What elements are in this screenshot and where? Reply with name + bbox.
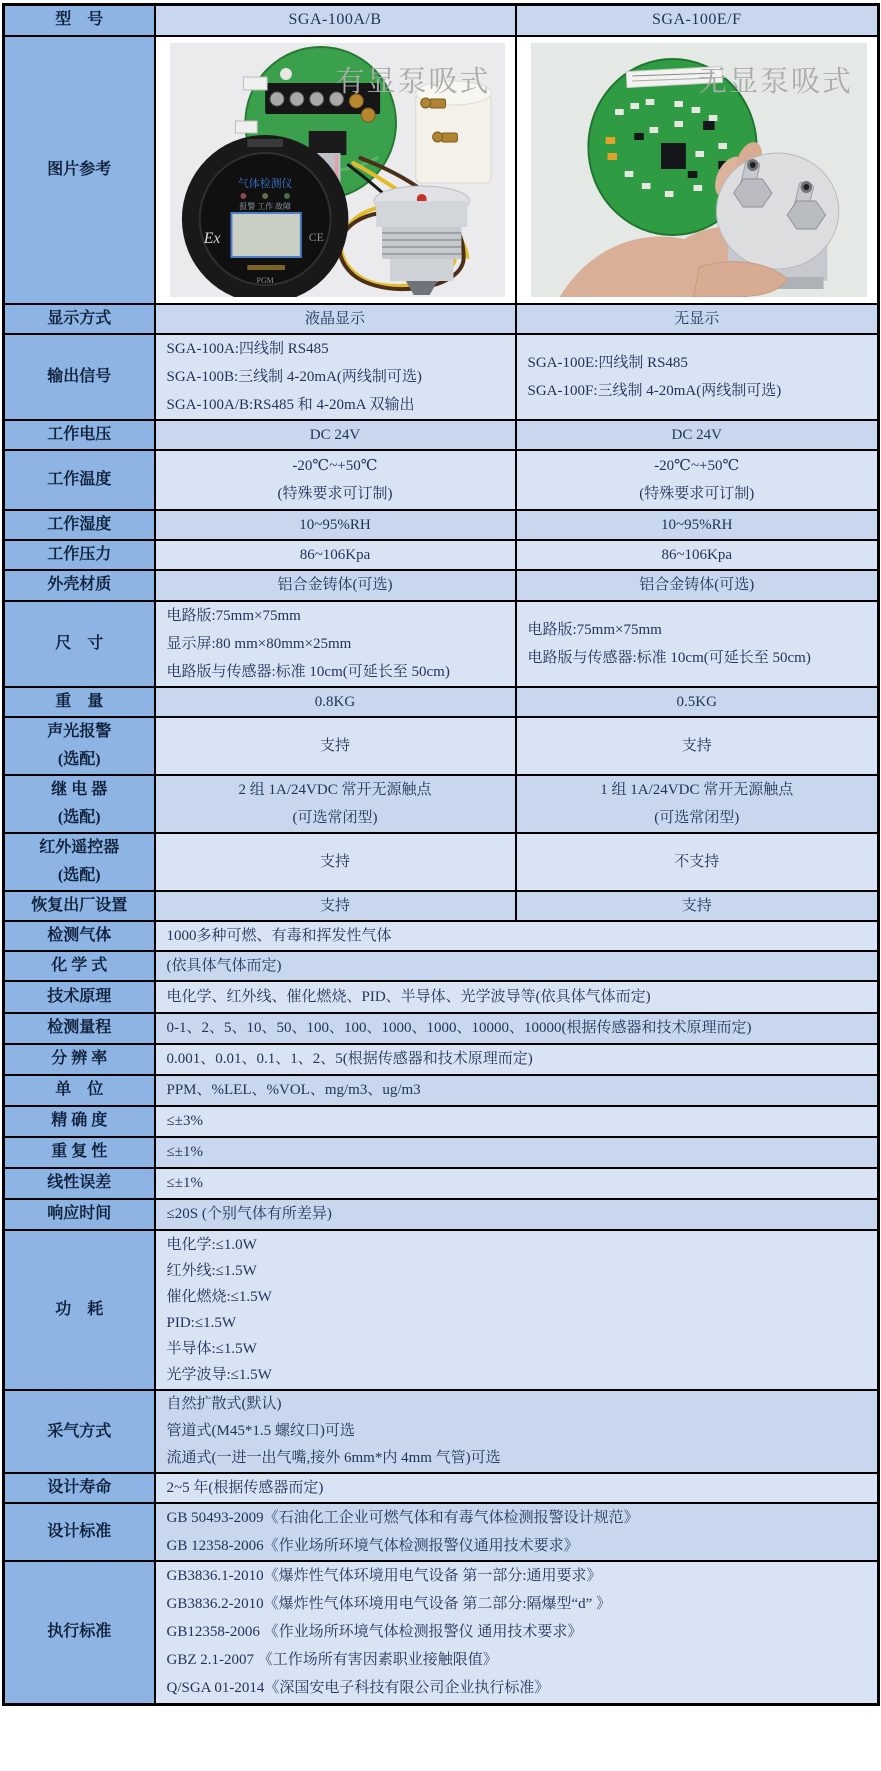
- row-label-text: 响应时间: [47, 1205, 112, 1222]
- table-row-alarm: [4, 717, 879, 775]
- cell-text: 支持: [319, 737, 350, 754]
- row-label-text: 红外遥控器: [39, 838, 120, 856]
- photo-watermark: 无显泵吸式: [697, 65, 853, 98]
- cell-display-1: [155, 304, 516, 334]
- row-label-power: [4, 1230, 155, 1390]
- table-row-shell: [4, 570, 879, 601]
- row-label-text: (选配): [57, 808, 101, 826]
- cell-alarm-2: [516, 717, 879, 775]
- row-label-unit: [4, 1075, 155, 1106]
- row-label-text: 设计标准: [47, 1522, 112, 1540]
- cell-accuracy-1: [155, 1106, 879, 1137]
- cell-text: 电化学:≤1.0W: [166, 1236, 257, 1253]
- lcd-screen: [231, 213, 300, 257]
- row-label-text: 尺 寸: [55, 634, 104, 652]
- row-label-response: [4, 1199, 155, 1230]
- cell-text: 流通式(一进一出气嘴,接外 6mm*内 4mm 气管)可选: [166, 1449, 501, 1466]
- cell-voltage-1: [155, 420, 516, 450]
- cell-lifespan-1: [155, 1473, 879, 1503]
- cell-text: ≤±1%: [166, 1144, 203, 1160]
- row-label-text: 线性误差: [47, 1174, 112, 1191]
- row-label-humidity: [4, 510, 155, 540]
- cell-text: 催化燃烧:≤1.5W: [166, 1288, 272, 1305]
- cell-text: 自然扩散式(默认): [166, 1395, 282, 1412]
- table-row-formula: [4, 951, 879, 981]
- ce-mark: CE: [308, 229, 324, 244]
- row-label-reset: [4, 891, 155, 921]
- cell-relay-2: [516, 775, 879, 833]
- row-label-relay: [4, 775, 155, 833]
- cell-text: SGA-100E:四线制 RS485: [527, 354, 688, 371]
- cell-weight-1: [155, 687, 516, 717]
- cell-text: 半导体:≤1.5W: [166, 1340, 257, 1357]
- cell-text: GB 50493-2009《石油化工企业可燃气体和有毒气体检测报警设计规范》: [166, 1509, 639, 1526]
- row-label-sampling: [4, 1390, 155, 1473]
- cell-text: GB3836.2-2010《爆炸性气体环境用电气设备 第二部分:隔爆型“d” 》: [166, 1596, 612, 1613]
- gauge-title-text: 气体检测仪: [237, 177, 292, 190]
- ex-mark: Ex: [203, 229, 220, 247]
- cell-text: 10~95%RH: [299, 516, 371, 533]
- table-row-exec_std: [4, 1561, 879, 1705]
- cell-repeat-1: [155, 1137, 879, 1168]
- gauge-led-labels: 报警 工作 故障: [238, 201, 291, 211]
- cell-pressure-2: [516, 540, 879, 570]
- cell-text: 不支持: [674, 853, 720, 870]
- cell-text: 支持: [681, 897, 712, 914]
- table-row-principle: [4, 981, 879, 1013]
- cell-text: (特殊要求可订制): [277, 485, 393, 502]
- cell-text: (特殊要求可订制): [639, 485, 755, 502]
- row-label-text: 单 位: [55, 1081, 104, 1098]
- spec-table-body: [4, 5, 879, 1705]
- cell-exec_std-1: [155, 1561, 879, 1705]
- cell-text: GBZ 2.1-2007 《工作场所有害因素职业接触限值》: [166, 1652, 498, 1669]
- row-label-text: 执行标准: [47, 1623, 112, 1641]
- table-row-humidity: [4, 510, 879, 540]
- cell-text: 86~106Kpa: [299, 546, 371, 563]
- cell-text: 0.8KG: [314, 693, 356, 710]
- row-label-text: 检测气体: [47, 926, 112, 944]
- row-label-text: 图片参考: [47, 160, 112, 178]
- cell-text: 电路版:75mm×75mm: [166, 607, 301, 624]
- table-row-reset: [4, 891, 879, 921]
- cell-temp-1: [155, 450, 516, 510]
- row-label-text: 重 复 性: [51, 1143, 108, 1160]
- table-row-gas: [4, 921, 879, 951]
- table-row-temp: [4, 450, 879, 510]
- row-label-output: [4, 334, 155, 420]
- photo-sga100ef: [531, 43, 868, 297]
- row-label-resolution: [4, 1044, 155, 1075]
- row-label-text: 分 辨 率: [51, 1050, 108, 1067]
- cell-text: 电化学、红外线、催化燃烧、PID、半导体、光学波导等(依具体气体而定): [166, 988, 651, 1005]
- row-label-text: 重 量: [55, 692, 104, 710]
- cell-text: SGA-100A:四线制 RS485: [166, 340, 329, 357]
- cell-text: 1 组 1A/24VDC 常开无源触点: [600, 781, 794, 798]
- row-label-text: 工作温度: [47, 470, 112, 488]
- row-label-image: [4, 36, 155, 304]
- cell-text: 电路版:75mm×75mm: [527, 621, 662, 638]
- cell-response-1: [155, 1199, 879, 1230]
- cell-alarm-1: [155, 717, 516, 775]
- cell-text: ≤20S (个别气体有所差异): [166, 1206, 332, 1222]
- cell-text: (可选常闭型): [292, 809, 378, 826]
- cell-text: GB3836.1-2010《爆炸性气体环境用电气设备 第一部分:通用要求》: [166, 1568, 602, 1585]
- row-label-text: 采气方式: [47, 1422, 112, 1440]
- cell-sampling-1: [155, 1390, 879, 1473]
- cell-humidity-1: [155, 510, 516, 540]
- cell-text: SGA-100E/F: [652, 11, 742, 29]
- cell-text: 10~95%RH: [661, 516, 733, 533]
- row-label-pressure: [4, 540, 155, 570]
- cell-text: (依具体气体而定): [166, 957, 282, 974]
- table-row-response: [4, 1199, 879, 1230]
- cell-text: 支持: [681, 737, 712, 754]
- cell-text: SGA-100A/B:RS485 和 4-20mA 双输出: [166, 396, 415, 413]
- cell-text: Q/SGA 01-2014《深国安电子科技有限公司企业执行标准》: [166, 1680, 550, 1697]
- cell-text: 光学波导:≤1.5W: [166, 1366, 272, 1383]
- photo-watermark: 有显泵吸式: [335, 65, 491, 98]
- row-label-text: 显示方式: [47, 309, 112, 327]
- product-spec-table: [2, 3, 880, 1706]
- row-label-text: 检测量程: [47, 1019, 112, 1036]
- row-label-text: 输出信号: [47, 367, 112, 385]
- cell-text: 0.001、0.01、0.1、1、2、5(根据传感器和技术原理而定): [166, 1051, 533, 1067]
- cell-text: ≤±3%: [166, 1113, 203, 1129]
- table-row-power: [4, 1230, 879, 1390]
- cell-humidity-2: [516, 510, 879, 540]
- row-label-shell: [4, 570, 155, 601]
- cell-text: 电路版与传感器:标准 10cm(可延长至 50cm): [527, 649, 811, 666]
- cell-text: GB 12358-2006《作业场所环境气体检测报警仪通用技术要求》: [166, 1537, 579, 1554]
- row-label-repeat: [4, 1137, 155, 1168]
- row-label-text: 功 耗: [55, 1300, 104, 1318]
- row-label-text: 技术原理: [47, 987, 112, 1005]
- cell-text: 显示屏:80 mm×80mm×25mm: [166, 635, 352, 652]
- row-label-design_std: [4, 1503, 155, 1561]
- cell-range-1: [155, 1013, 879, 1044]
- table-row-voltage: [4, 420, 879, 450]
- row-label-text: 化 学 式: [51, 956, 108, 974]
- cell-text: -20℃~+50℃: [654, 457, 740, 474]
- row-label-text: 工作压力: [47, 545, 112, 563]
- table-row-resolution: [4, 1044, 879, 1075]
- cell-text: 铝合金铸体(可选): [277, 577, 393, 593]
- row-label-range: [4, 1013, 155, 1044]
- row-label-temp: [4, 450, 155, 510]
- cell-text: 铝合金铸体(可选): [639, 577, 755, 593]
- table-row-size: [4, 601, 879, 687]
- cell-text: 2 组 1A/24VDC 常开无源触点: [238, 781, 432, 798]
- row-label-text: 工作湿度: [47, 515, 112, 533]
- table-row-design_std: [4, 1503, 879, 1561]
- row-label-accuracy: [4, 1106, 155, 1137]
- row-label-lifespan: [4, 1473, 155, 1503]
- row-label-formula: [4, 951, 155, 981]
- row-label-linearity: [4, 1168, 155, 1199]
- row-label-model: [4, 5, 155, 36]
- row-label-text: 声光报警: [47, 722, 112, 740]
- cell-text: 无显示: [674, 310, 720, 327]
- table-row-image: [4, 36, 879, 304]
- photo-sga100ab: [170, 43, 505, 297]
- cell-model-2: [516, 5, 879, 36]
- cell-text: SGA-100A/B: [288, 11, 382, 29]
- cell-output-2: [516, 334, 879, 420]
- table-row-output: [4, 334, 879, 420]
- product-photo-cell-sga100ab: [155, 36, 516, 304]
- table-row-relay: [4, 775, 879, 833]
- cell-temp-2: [516, 450, 879, 510]
- cell-design_std-1: [155, 1503, 879, 1561]
- cell-resolution-1: [155, 1044, 879, 1075]
- cell-text: SGA-100F:三线制 4-20mA(两线制可选): [527, 382, 782, 399]
- row-label-display: [4, 304, 155, 334]
- cell-weight-2: [516, 687, 879, 717]
- cell-linearity-1: [155, 1168, 879, 1199]
- cell-text: 支持: [319, 853, 350, 870]
- row-label-text: 设计寿命: [47, 1478, 112, 1496]
- row-label-text: (选配): [57, 750, 101, 768]
- cell-text: SGA-100B:三线制 4-20mA(两线制可选): [166, 368, 422, 385]
- cell-principle-1: [155, 981, 879, 1013]
- cell-size-1: [155, 601, 516, 687]
- cell-power-1: [155, 1230, 879, 1390]
- row-label-text: 精 确 度: [51, 1112, 108, 1129]
- row-label-text: 继 电 器: [51, 780, 108, 798]
- table-row-lifespan: [4, 1473, 879, 1503]
- cell-text: PID:≤1.5W: [166, 1314, 236, 1331]
- cell-text: PPM、%LEL、%VOL、mg/m3、ug/m3: [166, 1082, 421, 1098]
- cell-text: DC 24V: [309, 426, 361, 443]
- cell-text: ≤±1%: [166, 1175, 203, 1191]
- gauge-device: [181, 135, 348, 297]
- cell-reset-1: [155, 891, 516, 921]
- cell-text: 液晶显示: [304, 310, 365, 327]
- table-row-range: [4, 1013, 879, 1044]
- table-row-model: [4, 5, 879, 36]
- table-row-accuracy: [4, 1106, 879, 1137]
- cell-text: 1000多种可燃、有毒和挥发性气体: [166, 927, 392, 944]
- cell-pressure-1: [155, 540, 516, 570]
- table-row-weight: [4, 687, 879, 717]
- row-label-principle: [4, 981, 155, 1013]
- row-label-exec_std: [4, 1561, 155, 1705]
- cell-size-2: [516, 601, 879, 687]
- row-label-gas: [4, 921, 155, 951]
- cell-text: 管道式(M45*1.5 螺纹口)可选: [166, 1422, 355, 1439]
- cell-voltage-2: [516, 420, 879, 450]
- row-label-text: 型 号: [55, 11, 104, 29]
- cell-text: GB12358-2006 《作业场所环境气体检测报警仪 通用技术要求》: [166, 1624, 583, 1641]
- cell-shell-2: [516, 570, 879, 601]
- row-label-weight: [4, 687, 155, 717]
- cell-model-1: [155, 5, 516, 36]
- table-row-display: [4, 304, 879, 334]
- cell-text: DC 24V: [671, 426, 722, 443]
- table-row-unit: [4, 1075, 879, 1106]
- cell-unit-1: [155, 1075, 879, 1106]
- row-label-alarm: [4, 717, 155, 775]
- table-row-remote: [4, 833, 879, 891]
- cell-text: 红外线:≤1.5W: [166, 1262, 257, 1279]
- cell-formula-1: [155, 951, 879, 981]
- cell-remote-1: [155, 833, 516, 891]
- cell-text: -20℃~+50℃: [292, 457, 378, 474]
- row-label-text: (选配): [57, 866, 101, 884]
- cell-text: 86~106Kpa: [661, 546, 733, 563]
- row-label-text: 工作电压: [47, 425, 112, 443]
- row-label-voltage: [4, 420, 155, 450]
- cell-display-2: [516, 304, 879, 334]
- table-row-repeat: [4, 1137, 879, 1168]
- cell-reset-2: [516, 891, 879, 921]
- product-photo-cell-sga100ef: [516, 36, 879, 304]
- cell-shell-1: [155, 570, 516, 601]
- cell-gas-1: [155, 921, 879, 951]
- cell-text: 0-1、2、5、10、50、100、100、1000、1000、10000、10000(根据传感器和技术原理而定): [166, 1020, 752, 1036]
- table-row-sampling: [4, 1390, 879, 1473]
- cell-text: (可选常闭型): [654, 809, 740, 826]
- cell-text: 2~5 年(根据传感器而定): [166, 1479, 324, 1496]
- row-label-remote: [4, 833, 155, 891]
- cell-text: 0.5KG: [676, 693, 717, 710]
- table-row-pressure: [4, 540, 879, 570]
- cell-output-1: [155, 334, 516, 420]
- row-label-text: 外壳材质: [47, 576, 112, 593]
- table-row-linearity: [4, 1168, 879, 1199]
- row-label-text: 恢复出厂设置: [31, 896, 128, 914]
- row-label-size: [4, 601, 155, 687]
- cell-text: 电路版与传感器:标准 10cm(可延长至 50cm): [166, 663, 450, 680]
- product-spec-page: [0, 3, 881, 1706]
- pgm-label: PGM: [256, 275, 274, 285]
- cell-remote-2: [516, 833, 879, 891]
- cell-relay-1: [155, 775, 516, 833]
- cell-text: 支持: [319, 897, 350, 914]
